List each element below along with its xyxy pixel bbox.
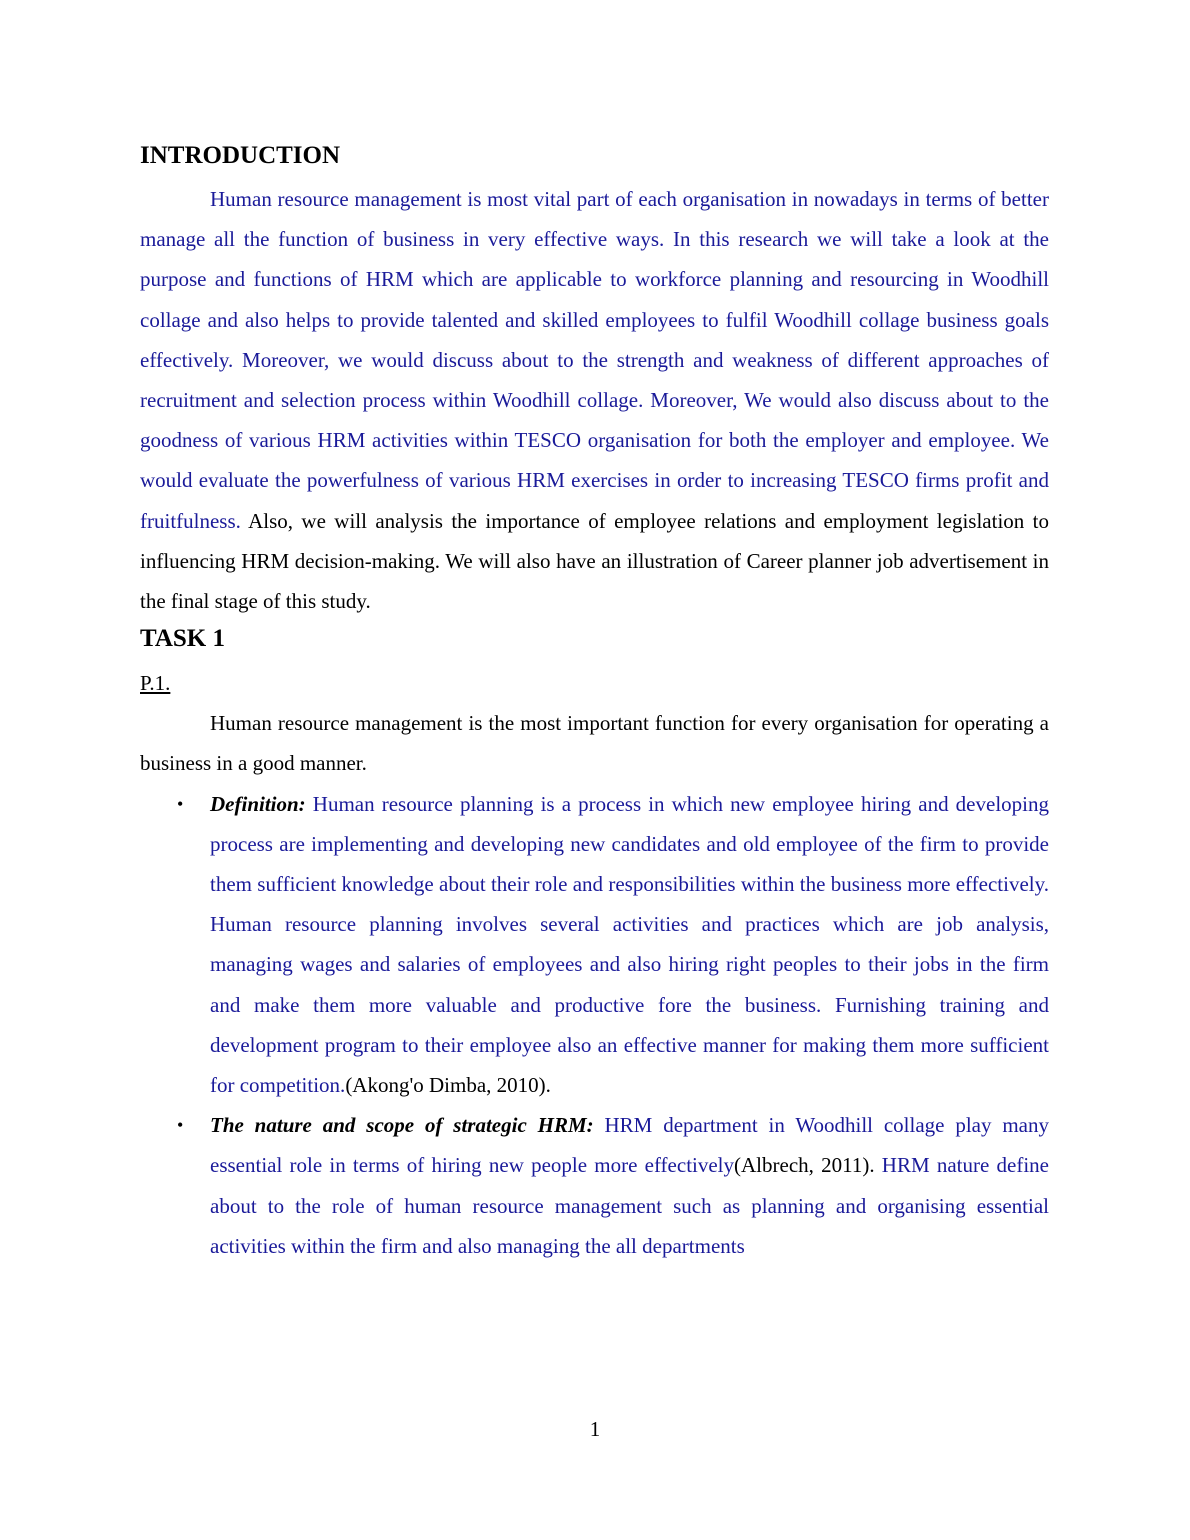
introduction-blue-text: Human resource management is most vital part of each organisation in nowadays in terms of better manage all the function of business in very effective ways. In this research we will take a look at the purpose and functions of HRM which are applicable to workforce planning and resourcing in Woodhill collage and also helps to provide talented and skilled employees to fulfil Woodhill collage business goals effectively. Moreover, we would discuss about to the strength and weakness of different approaches of recruitment and selection process within Woodhill collage. Moreover, We would also discuss about to the goodness of various HRM activities within TESCO organisation for both the employer and employee. We would evaluate the powerfulness of various HRM exercises in order to increasing TESCO firms profit and fruitfulness. [140,187,1049,533]
introduction-paragraph [140,179,1049,621]
bullet-blue-text: HRM department in Woodhill collage play many essential role in terms of hiring new people more effectively [210,1113,1050,1178]
bullet-citation: (Akong'o Dimba, 2010). [345,1073,551,1098]
bullet-icon: • [177,793,184,814]
bullet-term: Definition: [210,791,306,816]
bullet-citation: (Albrech, 2011). [734,1153,875,1178]
task1-bullet-list [140,784,1049,1266]
bullet-blue-text: Human resource planning is a process in which new employee hiring and developing process are implementing and developing new candidates and old employee of the firm to provide them sufficient knowledge about their role and responsibilities within the business more effectively. Human resource planning involves several activities and practices which are job analysis, managing wages and salaries of employees and also hiring right peoples to their jobs in the firm and make them more valuable and productive fore the business. Furnishing training and development program to their employee also an effective manner for making them more sufficient for competition. [210,791,1049,1098]
bullet-blue-text-continued: HRM nature define about to the role of human resource management such as planning and organising essential activities within the firm and also managing the all departments [210,1153,1049,1258]
task1-subheading: P.1. [140,671,171,696]
introduction-heading: INTRODUCTION [140,142,341,169]
introduction-black-text: Also, we will analysis the importance of employee relations and employment legislation to influencing HRM decision-making. We will also have an illustration of Career planner job advertisement in the final stage of this study. [140,508,1049,614]
document-page [140,138,1049,1266]
task1-intro-paragraph: Human resource management is the most important function for every organisation for operating a business in a good manner. [140,711,1049,776]
page-number: 1 [589,1417,601,1441]
bullet-term: The nature and scope of strategic HRM: [210,1113,594,1138]
bullet-definition [140,784,1049,1106]
bullet-nature-scope [140,1105,1049,1266]
task1-heading: TASK 1 [140,625,225,653]
bullet-icon: • [177,1115,184,1136]
